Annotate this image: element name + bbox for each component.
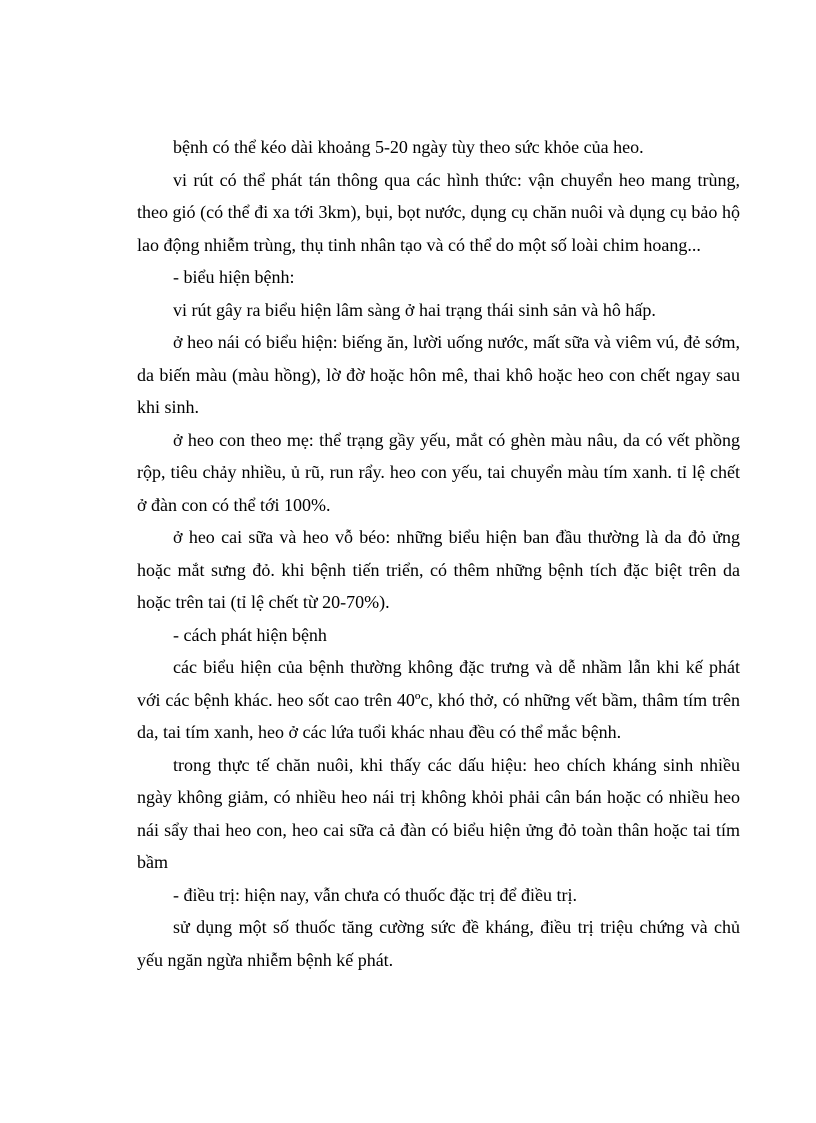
paragraph-weaned-pig-symptoms: ở heo cai sữa và heo vỗ béo: những biểu hiện ban đầu thường là da đỏ ửng hoặc mắt sưng đỏ. khi bệnh tiến triển, có thêm những bệnh tích đặc biệt trên da hoặc trên tai (tỉ lệ chết từ 20-70%). xyxy=(137,527,740,612)
heading-detection: - cách phát hiện bệnh xyxy=(173,624,327,645)
paragraph-treatment-approach: sử dụng một số thuốc tăng cường sức đề kháng, điều trị triệu chứng và chủ yếu ngăn ngừa nhiễm bệnh kế phát. xyxy=(137,917,740,970)
heading-treatment: - điều trị: hiện nay, vẫn chưa có thuốc đặc trị để điều trị. xyxy=(173,884,577,905)
paragraph-farm-signs: trong thực tế chăn nuôi, khi thấy các dấu hiệu: heo chích kháng sinh nhiều ngày không giảm, có nhiều heo nái trị không khỏi phải cân bán hoặc có nhiều heo nái sẩy thai heo con, heo cai sữa cả đàn có biểu hiện ửng đỏ toàn thân hoặc tai tím bầm xyxy=(137,754,740,872)
paragraph-sow-symptoms: ở heo nái có biểu hiện: biếng ăn, lười uống nước, mất sữa và viêm vú, đẻ sớm, da biến màu (màu hồng), lờ đờ hoặc hôn mê, thai khô hoặc heo con chết ngay sau khi sinh. xyxy=(137,332,740,417)
paragraph-disease-duration: bệnh có thể kéo dài khoảng 5-20 ngày tùy theo sức khỏe của heo. xyxy=(173,137,644,157)
document-body xyxy=(137,131,740,976)
paragraph-virus-spread: vi rút có thể phát tán thông qua các hình thức: vận chuyển heo mang trùng, theo gió (có thể đi xa tới 3km), bụi, bọt nước, dụng cụ chăn nuôi và dụng cụ bảo hộ lao động nhiễm trùng, thụ tinh nhân tạo và có thể do một số loài chim hoang... xyxy=(137,169,740,255)
paragraph-piglet-symptoms: ở heo con theo mẹ: thể trạng gầy yếu, mắt có ghèn màu nâu, da có vết phồng rộp, tiêu chảy nhiều, ủ rũ, run rẩy. heo con yếu, tai chuyển màu tím xanh. tỉ lệ chết ở đàn con có thể tới 100%. xyxy=(137,429,740,515)
paragraph-clinical-signs: vi rút gây ra biểu hiện lâm sàng ở hai trạng thái sinh sản và hô hấp. xyxy=(173,299,656,320)
heading-symptoms: - biểu hiện bệnh: xyxy=(173,267,295,287)
paragraph-detection-signs: các biểu hiện của bệnh thường không đặc trưng và dễ nhầm lẫn khi kế phát với các bệnh khác. heo sốt cao trên 40ºc, khó thở, có những vết bầm, thâm tím trên da, tai tím xanh, heo ở các lứa tuổi khác nhau đều có thể mắc bệnh. xyxy=(137,657,740,742)
